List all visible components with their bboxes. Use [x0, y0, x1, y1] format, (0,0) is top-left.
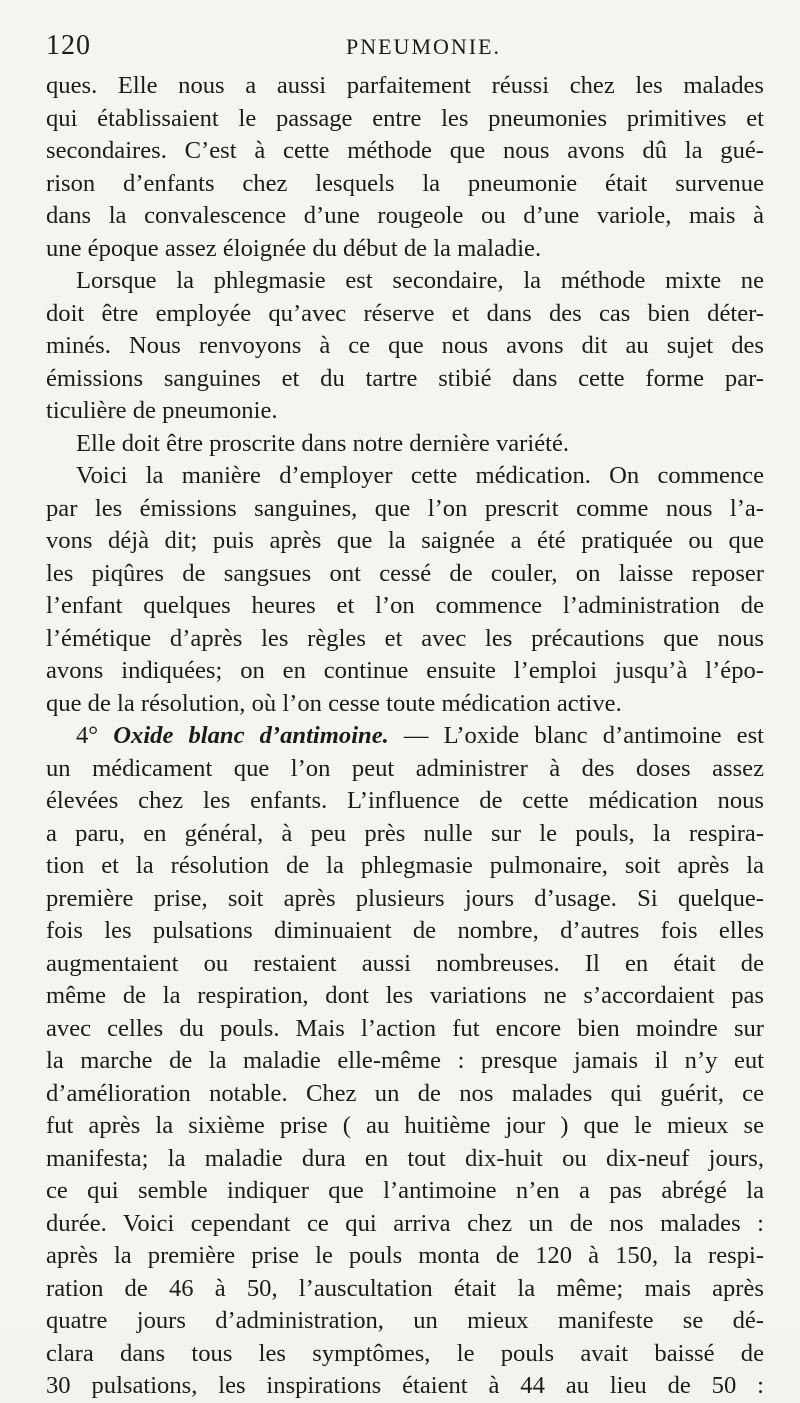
- text-line: augmentaient ou restaient aussi nombreuses. Il en était de: [46, 949, 764, 977]
- text-line: Lorsque la phlegmasie est secondaire, la méthode mixte ne: [76, 267, 764, 294]
- text-line: un médicament que l’on peut administrer à des doses assez: [46, 754, 764, 782]
- text-line: élevées chez les enfants. L’influence de cette médication nous: [46, 787, 764, 814]
- text-line: l’enfant quelques heures et l’on commence l’administration de: [46, 592, 764, 619]
- text-line: ques. Elle nous a aussi parfaitement réussi chez les malades: [46, 72, 764, 99]
- body-text: [46, 70, 764, 1403]
- text-line: que de la résolution, où l’on cesse toute médication active.: [46, 689, 622, 717]
- text-line: ce qui semble indiquer que l’antimoine n’en a pas abrégé la: [46, 1177, 764, 1204]
- text-line: avons indiquées; on en continue ensuite l’emploi jusqu’à l’épo-: [46, 657, 764, 684]
- text-line: fois les pulsations diminuaient de nombre, d’autres fois elles: [46, 917, 764, 944]
- text-line: Elle doit être proscrite dans notre dernière variété.: [76, 429, 570, 457]
- running-head: [46, 30, 764, 64]
- text-line: rison d’enfants chez lesquels la pneumonie était survenue: [46, 169, 764, 197]
- text-line: quatre jours d’administration, un mieux manifeste se dé-: [46, 1307, 764, 1334]
- text-line: manifesta; la maladie dura en tout dix-huit ou dix-neuf jours,: [46, 1144, 764, 1172]
- item-text: — L’oxide blanc d’antimoine est: [388, 722, 764, 749]
- item-number: 4°: [76, 722, 114, 749]
- text-line: après la première prise le pouls monta de 120 à 150, la respi-: [46, 1242, 764, 1269]
- running-title: PNEUMONIE.: [346, 34, 502, 59]
- text-line: dans la convalescence d’une rougeole ou d’une variole, mais à: [46, 202, 764, 229]
- text-line: durée. Voici cependant ce qui arriva chez un de nos malades :: [46, 1209, 764, 1237]
- page-number: 120: [46, 30, 91, 61]
- text-line: minés. Nous renvoyons à ce que nous avons dit au sujet des: [46, 332, 764, 359]
- text-line: clara dans tous les symptômes, le pouls avait baissé de: [46, 1339, 764, 1367]
- text-line: avec celles du pouls. Mais l’action fut encore bien moindre sur: [46, 1014, 764, 1042]
- text-line: première prise, soit après plusieurs jours d’usage. Si quelque-: [46, 884, 764, 912]
- text-line: ticulière de pneumonie.: [46, 397, 278, 424]
- text-line: fut après la sixième prise ( au huitième jour ) que le mieux se: [46, 1112, 764, 1139]
- item-heading: Oxide blanc d’antimoine.: [113, 722, 389, 749]
- text-line: la marche de la maladie elle-même : presque jamais il n’y eut: [46, 1047, 764, 1074]
- text-line: les piqûres de sangsues ont cessé de couler, on laisse reposer: [46, 559, 764, 587]
- text-line: [46, 720, 764, 753]
- text-line: vons déjà dit; puis après que la saignée a été pratiquée ou que: [46, 527, 764, 554]
- text-line: secondaires. C’est à cette méthode que nous avons dû la gué-: [46, 137, 764, 164]
- text-line: a paru, en général, à peu près nulle sur le pouls, la respira-: [46, 819, 764, 847]
- text-line: par les émissions sanguines, que l’on prescrit comme nous l’a-: [46, 494, 764, 522]
- text-line: l’émétique d’après les règles et avec les précautions que nous: [46, 624, 764, 652]
- text-line: doit être employée qu’avec réserve et dans des cas bien déter-: [46, 299, 764, 327]
- text-line: qui établissaient le passage entre les pneumonies primitives et: [46, 104, 764, 132]
- text-line: tion et la résolution de la phlegmasie pulmonaire, soit après la: [46, 852, 764, 879]
- text-line: Voici la manière d’employer cette médication. On commence: [76, 462, 764, 489]
- text-line: une époque assez éloignée du début de la maladie.: [46, 234, 542, 262]
- text-line: même de la respiration, dont les variations ne s’accordaient pas: [46, 982, 764, 1009]
- text-line: émissions sanguines et du tartre stibié dans cette forme par-: [46, 364, 764, 392]
- text-line: ration de 46 à 50, l’auscultation était la même; mais après: [46, 1274, 764, 1302]
- text-line: 30 pulsations, les inspirations étaient à 44 au lieu de 50 :: [46, 1372, 764, 1399]
- text-line: d’amélioration notable. Chez un de nos malades qui guérit, ce: [46, 1079, 764, 1107]
